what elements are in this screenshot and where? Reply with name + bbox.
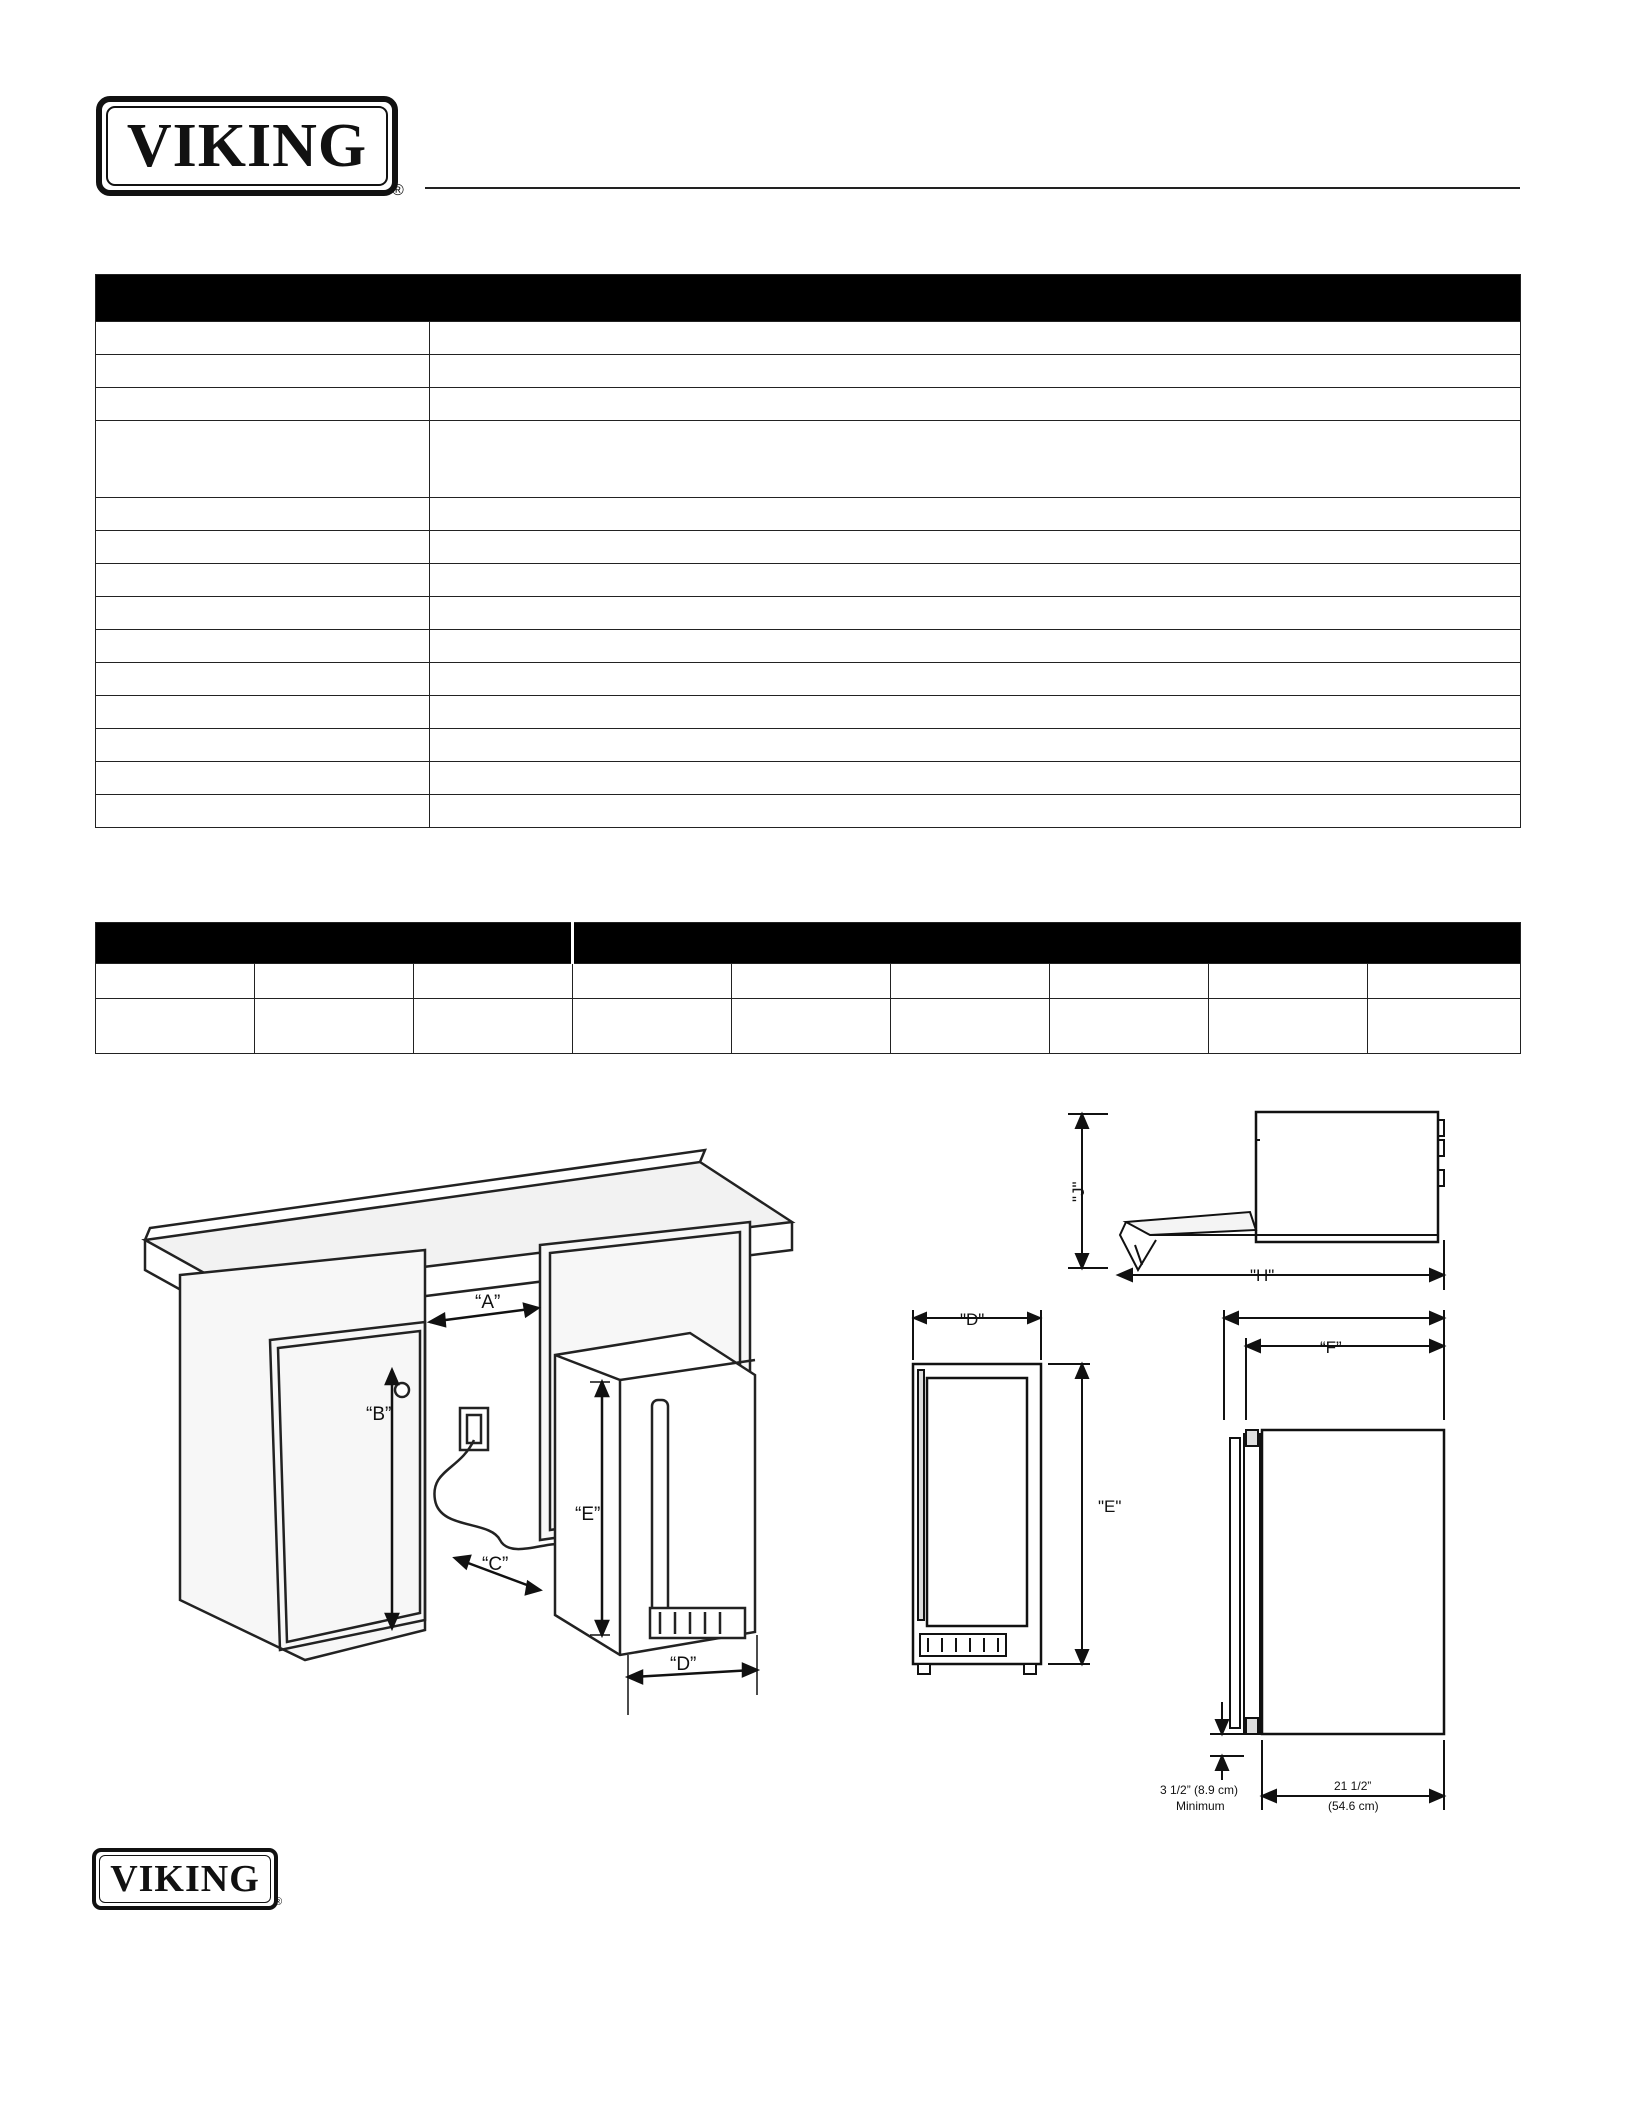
label-J: "J" bbox=[1069, 1181, 1088, 1202]
front-view-diagram bbox=[900, 1310, 1160, 1700]
table-row bbox=[96, 597, 1521, 630]
table-row bbox=[96, 421, 1521, 498]
depth-dimension-value: 21 1/2” bbox=[1334, 1779, 1372, 1793]
table-row bbox=[96, 999, 1521, 1054]
logo-text: VIKING bbox=[126, 111, 368, 180]
label-D-front: "D" bbox=[960, 1310, 985, 1329]
clearance-minimum-value: 3 1/2” (8.9 cm) bbox=[1160, 1783, 1239, 1797]
label-H: "H" bbox=[1250, 1266, 1275, 1285]
table-row bbox=[96, 729, 1521, 762]
viking-logo-top bbox=[96, 96, 398, 196]
table-row bbox=[96, 498, 1521, 531]
clearance-minimum-word: Minimum bbox=[1176, 1799, 1225, 1813]
depth-dimension-metric: (54.6 cm) bbox=[1328, 1799, 1379, 1813]
table-row bbox=[96, 388, 1521, 421]
table-row bbox=[96, 630, 1521, 663]
installation-perspective-diagram bbox=[130, 1150, 810, 1730]
label-E: “E” bbox=[575, 1504, 601, 1525]
table-row bbox=[96, 696, 1521, 729]
viking-logo-bottom bbox=[92, 1848, 278, 1910]
dimensions-header-right bbox=[573, 923, 1521, 964]
label-D: “D” bbox=[670, 1654, 697, 1675]
registered-mark-bottom: ® bbox=[274, 1896, 283, 1908]
logo-text-bottom: VIKING bbox=[110, 1858, 260, 1900]
table-row bbox=[96, 355, 1521, 388]
plan-view-diagram bbox=[1060, 1100, 1460, 1290]
specifications-table bbox=[95, 274, 1521, 828]
table-row bbox=[96, 663, 1521, 696]
dimensions-header-left bbox=[96, 923, 573, 964]
table-row bbox=[96, 564, 1521, 597]
header-rule bbox=[425, 187, 1520, 189]
label-B: “B” bbox=[366, 1404, 392, 1425]
side-view-diagram bbox=[1160, 1310, 1460, 1830]
label-E-front: "E" bbox=[1098, 1497, 1122, 1516]
table-row bbox=[96, 322, 1521, 355]
label-C: “C” bbox=[482, 1554, 509, 1575]
table-row bbox=[96, 531, 1521, 564]
registered-mark-top: ® bbox=[392, 182, 404, 199]
table-row bbox=[96, 762, 1521, 795]
label-F: “F” bbox=[1320, 1338, 1342, 1357]
table-row bbox=[96, 964, 1521, 999]
label-A: “A” bbox=[475, 1292, 501, 1313]
dimensions-table bbox=[95, 922, 1521, 1054]
table-row bbox=[96, 795, 1521, 828]
specifications-header-bar bbox=[96, 275, 1521, 322]
